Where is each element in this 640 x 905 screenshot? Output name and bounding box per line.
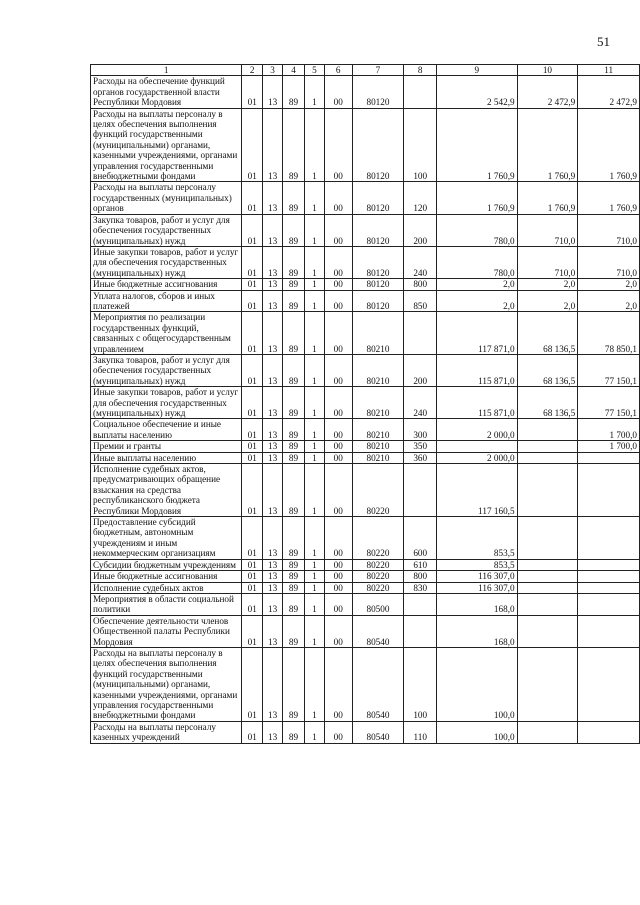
- table-row: [91, 647, 640, 721]
- table-cell: 13: [263, 76, 283, 108]
- table-cell: 710,0: [578, 214, 640, 246]
- row-name-cell: Премии и гранты: [91, 441, 242, 452]
- column-header: 10: [517, 65, 578, 76]
- table-cell: 100,0: [437, 721, 517, 743]
- table-cell: 80120: [352, 108, 404, 182]
- table-cell: 1 760,9: [578, 182, 640, 214]
- row-name-cell: Предоставление субсидий бюджетным, автономным учреждениям и иным некоммерческим организациям: [91, 517, 242, 560]
- table-cell: 89: [283, 214, 305, 246]
- row-name-cell: Уплата налогов, сборов и иных платежей: [91, 290, 242, 312]
- table-cell: 01: [242, 441, 263, 452]
- table-cell: 853,5: [437, 517, 517, 560]
- table-cell: 00: [324, 354, 352, 386]
- table-cell: 800: [404, 279, 437, 290]
- table-row: [91, 290, 640, 312]
- table-cell: 13: [263, 615, 283, 647]
- table-cell: 13: [263, 387, 283, 419]
- budget-table: [90, 64, 640, 744]
- table-row: [91, 214, 640, 246]
- table-cell: 1: [304, 182, 324, 214]
- table-cell: 80540: [352, 721, 404, 743]
- table-cell: 01: [242, 279, 263, 290]
- column-header: 9: [437, 65, 517, 76]
- table-cell: 200: [404, 354, 437, 386]
- table-cell: 115 871,0: [437, 354, 517, 386]
- table-cell: 1: [304, 419, 324, 441]
- table-cell: 1: [304, 464, 324, 517]
- table-cell: 2 000,0: [437, 419, 517, 441]
- table-cell: 117 160,5: [437, 464, 517, 517]
- table-cell: 710,0: [578, 246, 640, 278]
- table-cell: 00: [324, 452, 352, 463]
- row-name-cell: Иные закупки товаров, работ и услуг для обеспечения государственных (муниципальных) нужд: [91, 387, 242, 419]
- table-cell: 13: [263, 647, 283, 721]
- table-cell: 01: [242, 571, 263, 582]
- table-cell: 1: [304, 559, 324, 570]
- table-cell: 800: [404, 571, 437, 582]
- table-cell: 89: [283, 108, 305, 182]
- table-cell: 1: [304, 452, 324, 463]
- table-cell: 00: [324, 582, 352, 593]
- table-cell: [517, 647, 578, 721]
- table-cell: 89: [283, 182, 305, 214]
- table-cell: [578, 559, 640, 570]
- table-cell: 77 150,1: [578, 387, 640, 419]
- table-cell: 00: [324, 517, 352, 560]
- row-name-cell: Иные закупки товаров, работ и услуг для обеспечения государственных (муниципальных) нужд: [91, 246, 242, 278]
- table-cell: 01: [242, 312, 263, 355]
- table-cell: 1: [304, 647, 324, 721]
- table-cell: 2,0: [578, 279, 640, 290]
- table-header-row: [91, 65, 640, 76]
- table-cell: 01: [242, 354, 263, 386]
- table-cell: 116 307,0: [437, 571, 517, 582]
- row-name-cell: Расходы на выплаты персоналу казенных учреждений: [91, 721, 242, 743]
- table-cell: 68 136,5: [517, 354, 578, 386]
- table-cell: 300: [404, 419, 437, 441]
- table-cell: [404, 615, 437, 647]
- table-cell: 01: [242, 647, 263, 721]
- row-name-cell: Обеспечение деятельности членов Общественной палаты Республики Мордовия: [91, 615, 242, 647]
- table-cell: 110: [404, 721, 437, 743]
- table-cell: 80120: [352, 182, 404, 214]
- table-cell: 13: [263, 559, 283, 570]
- table-cell: 13: [263, 441, 283, 452]
- column-header: 3: [263, 65, 283, 76]
- table-cell: 00: [324, 647, 352, 721]
- table-cell: 80210: [352, 452, 404, 463]
- table-cell: 00: [324, 593, 352, 615]
- table-row: [91, 452, 640, 463]
- table-cell: 610: [404, 559, 437, 570]
- table-cell: 89: [283, 441, 305, 452]
- table-cell: [578, 452, 640, 463]
- table-cell: 2,0: [517, 279, 578, 290]
- table-cell: 00: [324, 312, 352, 355]
- row-name-cell: Мероприятия по реализации государственных функций, связанных с общегосударственным управлением: [91, 312, 242, 355]
- table-cell: 01: [242, 452, 263, 463]
- table-cell: 80120: [352, 279, 404, 290]
- table-cell: 00: [324, 464, 352, 517]
- table-cell: [517, 441, 578, 452]
- table-cell: 80210: [352, 312, 404, 355]
- table-cell: 13: [263, 246, 283, 278]
- table-cell: 1 760,9: [517, 108, 578, 182]
- table-cell: 120: [404, 182, 437, 214]
- table-cell: 00: [324, 559, 352, 570]
- table-body: [91, 76, 640, 743]
- table-cell: 780,0: [437, 246, 517, 278]
- table-row: [91, 721, 640, 743]
- column-header: 1: [91, 65, 242, 76]
- table-cell: 2 542,9: [437, 76, 517, 108]
- row-name-cell: Расходы на выплаты персоналу в целях обеспечения выполнения функций государственными (муниципальными) органами, казенными учреждениями, органами управления государственными внебюджетными фондами: [91, 108, 242, 182]
- table-cell: 13: [263, 279, 283, 290]
- row-name-cell: Расходы на выплаты персоналу в целях обеспечения выполнения функций государственными (муниципальными) органами, казенными учреждениями, органами управления государственными внебюджетными фондами: [91, 647, 242, 721]
- table-cell: 89: [283, 464, 305, 517]
- table-cell: [517, 452, 578, 463]
- table-cell: 89: [283, 419, 305, 441]
- table-cell: [404, 464, 437, 517]
- table-cell: 115 871,0: [437, 387, 517, 419]
- table-cell: 13: [263, 108, 283, 182]
- table-row: [91, 182, 640, 214]
- table-cell: 13: [263, 571, 283, 582]
- table-cell: 01: [242, 290, 263, 312]
- table-cell: [578, 647, 640, 721]
- column-header: 4: [283, 65, 305, 76]
- table-cell: 89: [283, 279, 305, 290]
- table-cell: 68 136,5: [517, 387, 578, 419]
- table-cell: [517, 721, 578, 743]
- table-row: [91, 615, 640, 647]
- table-cell: 80210: [352, 441, 404, 452]
- row-name-cell: Расходы на обеспечение функций органов государственной власти Республики Мордовия: [91, 76, 242, 108]
- table-cell: 00: [324, 571, 352, 582]
- table-cell: 01: [242, 387, 263, 419]
- table-cell: [517, 559, 578, 570]
- table-cell: 01: [242, 76, 263, 108]
- table-cell: 00: [324, 721, 352, 743]
- table-cell: [517, 571, 578, 582]
- table-cell: 00: [324, 214, 352, 246]
- table-row: [91, 312, 640, 355]
- table-cell: 01: [242, 582, 263, 593]
- table-cell: 89: [283, 354, 305, 386]
- table-cell: 100,0: [437, 647, 517, 721]
- column-header: 5: [304, 65, 324, 76]
- table-cell: 78 850,1: [578, 312, 640, 355]
- table-cell: 1: [304, 76, 324, 108]
- column-header: 8: [404, 65, 437, 76]
- table-cell: 89: [283, 559, 305, 570]
- table-cell: 168,0: [437, 615, 517, 647]
- table-row: [91, 246, 640, 278]
- column-header: 2: [242, 65, 263, 76]
- table-cell: [578, 517, 640, 560]
- table-cell: 200: [404, 214, 437, 246]
- row-name-cell: Закупка товаров, работ и услуг для обеспечения государственных (муниципальных) нужд: [91, 214, 242, 246]
- table-cell: 100: [404, 108, 437, 182]
- table-cell: 01: [242, 721, 263, 743]
- table-cell: 1: [304, 721, 324, 743]
- table-cell: 13: [263, 517, 283, 560]
- table-cell: 13: [263, 182, 283, 214]
- row-name-cell: Исполнение судебных актов, предусматривающих обращение взыскания на средства республиканского бюджета Республики Мордовия: [91, 464, 242, 517]
- table-cell: 1: [304, 279, 324, 290]
- table-cell: 13: [263, 582, 283, 593]
- table-cell: 830: [404, 582, 437, 593]
- table-cell: 1: [304, 312, 324, 355]
- table-cell: 710,0: [517, 214, 578, 246]
- table-cell: 01: [242, 419, 263, 441]
- table-row: [91, 387, 640, 419]
- table-cell: 1: [304, 615, 324, 647]
- row-name-cell: Субсидии бюджетным учреждениям: [91, 559, 242, 570]
- table-cell: 80500: [352, 593, 404, 615]
- table-cell: 00: [324, 615, 352, 647]
- table-row: [91, 593, 640, 615]
- table-cell: 853,5: [437, 559, 517, 570]
- table-row: [91, 559, 640, 570]
- row-name-cell: Иные бюджетные ассигнования: [91, 571, 242, 582]
- table-cell: 01: [242, 214, 263, 246]
- table-cell: 80220: [352, 464, 404, 517]
- table-cell: [437, 441, 517, 452]
- column-header: 11: [578, 65, 640, 76]
- row-name-cell: Закупка товаров, работ и услуг для обеспечения государственных (муниципальных) нужд: [91, 354, 242, 386]
- table-row: [91, 279, 640, 290]
- table-cell: 116 307,0: [437, 582, 517, 593]
- table-cell: [404, 593, 437, 615]
- table-row: [91, 464, 640, 517]
- table-cell: 1 760,9: [517, 182, 578, 214]
- table-cell: [517, 517, 578, 560]
- table-cell: 13: [263, 464, 283, 517]
- table-cell: 1: [304, 246, 324, 278]
- table-cell: 00: [324, 387, 352, 419]
- column-header: 7: [352, 65, 404, 76]
- table-cell: 89: [283, 246, 305, 278]
- table-cell: 780,0: [437, 214, 517, 246]
- table-cell: 00: [324, 108, 352, 182]
- table-cell: [517, 582, 578, 593]
- table-cell: 89: [283, 721, 305, 743]
- table-cell: 89: [283, 571, 305, 582]
- row-name-cell: Иные бюджетные ассигнования: [91, 279, 242, 290]
- table-cell: 2 000,0: [437, 452, 517, 463]
- table-cell: [578, 582, 640, 593]
- table-row: [91, 441, 640, 452]
- table-cell: 01: [242, 615, 263, 647]
- table-cell: 00: [324, 182, 352, 214]
- table-cell: 1: [304, 593, 324, 615]
- table-cell: 2,0: [578, 290, 640, 312]
- table-cell: 80540: [352, 647, 404, 721]
- table-cell: 1 700,0: [578, 419, 640, 441]
- table-cell: 1: [304, 290, 324, 312]
- table-cell: 00: [324, 246, 352, 278]
- table-cell: 89: [283, 593, 305, 615]
- table-cell: 1: [304, 108, 324, 182]
- table-cell: [578, 721, 640, 743]
- row-name-cell: Исполнение судебных актов: [91, 582, 242, 593]
- table-cell: 13: [263, 452, 283, 463]
- table-cell: 77 150,1: [578, 354, 640, 386]
- table-cell: 89: [283, 312, 305, 355]
- table-cell: [404, 76, 437, 108]
- table-cell: 01: [242, 464, 263, 517]
- table-cell: [517, 615, 578, 647]
- table-cell: 00: [324, 441, 352, 452]
- table-cell: 1: [304, 517, 324, 560]
- table-cell: 00: [324, 279, 352, 290]
- column-header: 6: [324, 65, 352, 76]
- table-cell: 89: [283, 452, 305, 463]
- table-cell: 2,0: [517, 290, 578, 312]
- table-cell: [578, 615, 640, 647]
- table-cell: [517, 464, 578, 517]
- table-cell: 1 760,9: [578, 108, 640, 182]
- table-cell: 80120: [352, 246, 404, 278]
- table-cell: 13: [263, 419, 283, 441]
- page-number: 51: [597, 34, 610, 49]
- table-cell: 1: [304, 214, 324, 246]
- table-cell: [578, 593, 640, 615]
- table-cell: 13: [263, 214, 283, 246]
- table-cell: 1 700,0: [578, 441, 640, 452]
- table-cell: 80540: [352, 615, 404, 647]
- table-cell: 13: [263, 593, 283, 615]
- table-cell: 68 136,5: [517, 312, 578, 355]
- table-row: [91, 571, 640, 582]
- table-cell: 1: [304, 441, 324, 452]
- table-cell: [517, 593, 578, 615]
- table-cell: 1: [304, 387, 324, 419]
- table-cell: 00: [324, 290, 352, 312]
- table-cell: 240: [404, 246, 437, 278]
- table-cell: 80210: [352, 419, 404, 441]
- table-cell: 350: [404, 441, 437, 452]
- table-cell: 80210: [352, 354, 404, 386]
- table-cell: 01: [242, 182, 263, 214]
- table-cell: 1: [304, 354, 324, 386]
- table-cell: 2 472,9: [517, 76, 578, 108]
- table-row: [91, 419, 640, 441]
- table-cell: 80220: [352, 517, 404, 560]
- table-cell: 1 760,9: [437, 182, 517, 214]
- table-row: [91, 582, 640, 593]
- table-cell: 1 760,9: [437, 108, 517, 182]
- row-name-cell: Расходы на выплаты персоналу государственных (муниципальных) органов: [91, 182, 242, 214]
- table-cell: 850: [404, 290, 437, 312]
- table-cell: 80120: [352, 214, 404, 246]
- table-row: [91, 76, 640, 108]
- table-cell: 1: [304, 582, 324, 593]
- table-cell: 80220: [352, 582, 404, 593]
- table-cell: 00: [324, 76, 352, 108]
- table-cell: 80220: [352, 571, 404, 582]
- table-cell: 80210: [352, 387, 404, 419]
- table-cell: 89: [283, 76, 305, 108]
- table-cell: [404, 312, 437, 355]
- table-cell: [578, 464, 640, 517]
- table-cell: 01: [242, 246, 263, 278]
- table-cell: 89: [283, 290, 305, 312]
- table-cell: 13: [263, 721, 283, 743]
- row-name-cell: Социальное обеспечение и иные выплаты населению: [91, 419, 242, 441]
- table-cell: 710,0: [517, 246, 578, 278]
- table-cell: 89: [283, 387, 305, 419]
- table-cell: 00: [324, 419, 352, 441]
- table-cell: 1: [304, 571, 324, 582]
- row-name-cell: Мероприятия в области социальной политики: [91, 593, 242, 615]
- table-cell: 80220: [352, 559, 404, 570]
- table-cell: 89: [283, 647, 305, 721]
- table-cell: 117 871,0: [437, 312, 517, 355]
- table-cell: 89: [283, 582, 305, 593]
- table-cell: 2,0: [437, 279, 517, 290]
- table-cell: 89: [283, 517, 305, 560]
- table-cell: [517, 419, 578, 441]
- table-cell: 01: [242, 517, 263, 560]
- table-cell: 01: [242, 108, 263, 182]
- table-cell: 360: [404, 452, 437, 463]
- table-cell: 100: [404, 647, 437, 721]
- table-cell: 168,0: [437, 593, 517, 615]
- table-cell: 13: [263, 354, 283, 386]
- table-cell: 89: [283, 615, 305, 647]
- table-cell: 240: [404, 387, 437, 419]
- table-row: [91, 108, 640, 182]
- table-cell: 01: [242, 559, 263, 570]
- table-cell: 600: [404, 517, 437, 560]
- table-cell: 13: [263, 290, 283, 312]
- table-cell: 80120: [352, 290, 404, 312]
- row-name-cell: Иные выплаты населению: [91, 452, 242, 463]
- table-cell: 2,0: [437, 290, 517, 312]
- table-cell: 2 472,9: [578, 76, 640, 108]
- table-row: [91, 517, 640, 560]
- table-cell: [578, 571, 640, 582]
- table-row: [91, 354, 640, 386]
- table-cell: 13: [263, 312, 283, 355]
- table-cell: 01: [242, 593, 263, 615]
- table-cell: 80120: [352, 76, 404, 108]
